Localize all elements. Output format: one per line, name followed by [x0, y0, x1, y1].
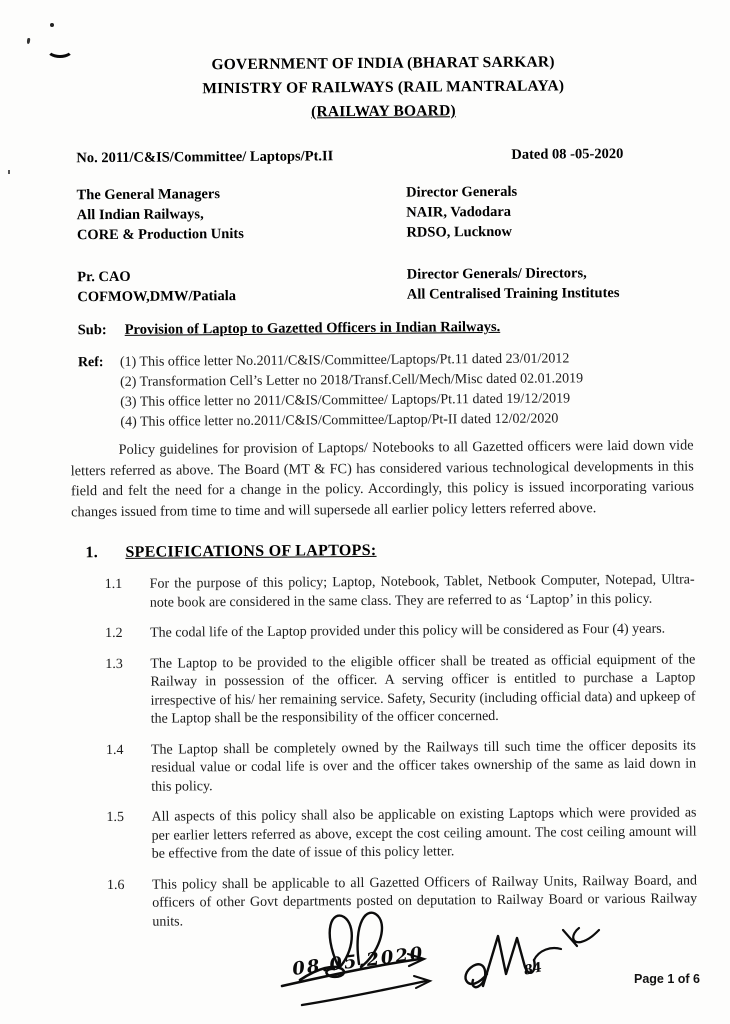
reference-item: (4) This office letter no.2011/C&IS/Committee/Laptop/Pt-II dated 12/02/2020 [120, 411, 559, 430]
reference-item: (3) This office letter no 2011/C&IS/Committee/ Laptops/Pt.11 dated 19/12/2019 [120, 391, 571, 410]
clause-1-4 [81, 737, 696, 797]
section-heading [79, 539, 694, 562]
letterhead-line2: MINISTRY OF RAILWAYS (RAIL MANTRALAYA) [202, 77, 565, 98]
clause-number: 1.5 [106, 809, 125, 826]
clause-text: This policy shall be applicable to all Gazetted Officers of Railway Units, Railway Board, and officers of other Govt departments posted on deputation to Railway Board or various Railway units. [151, 872, 698, 930]
section-title: SPECIFICATIONS OF LAPTOPS: [125, 541, 377, 561]
clause-1-1 [80, 571, 695, 613]
recipient-group [406, 180, 692, 242]
reference-item: (2) Transformation Cell’s Letter no 2018/Transf.Cell/Mech/Misc dated 02.01.2019 [120, 371, 584, 390]
letterhead [75, 49, 691, 126]
reference-item: (1) This office letter No.2011/C&IS/Committee/Laptops/Pt.11 dated 23/01/2012 [119, 351, 570, 370]
recipient-group [407, 262, 693, 304]
clause-text: The Laptop to be provided to the eligible officer shall be treated as official equipment of the Railway in possession of the officer. A serving officer is entitled to purchase a Laptop irrespective of his/ her remaining service. Safety, Security (including official data) and upkeep of the Laptop shall be the responsibility of the officer concerned. [150, 651, 696, 727]
references-block [78, 348, 694, 433]
subject-text: Provision of Laptop to Gazetted Officers in Indian Railways. [124, 318, 501, 338]
subject-row [78, 317, 693, 339]
recipient-group [77, 183, 385, 245]
clause-text: The codal life of the Laptop provided under this policy will be considered as Four (4) years. [149, 621, 666, 641]
subject-label: Sub: [77, 322, 107, 339]
clause-1-2 [80, 620, 695, 643]
clause-text: The Laptop shall be completely owned by the Railways till such time the officer deposits its residual value or codal life is over and the officer takes ownership of the same as laid down in this policy. [150, 737, 697, 795]
clause-text: All aspects of this policy shall also be applicable on existing Laptops which were provided as per earlier letters referred as above, except the cost ceiling amount. The cost ceiling amount will be effective from the date of issue of this policy letter. [151, 805, 697, 862]
letterhead-line3: (RAILWAY BOARD) [311, 102, 456, 121]
section-number: 1. [85, 544, 99, 562]
recipient-group [77, 265, 385, 307]
recipient-line: Pr. CAO [77, 268, 131, 286]
page-number: Page 1 of 6 [634, 972, 700, 986]
clause-number: 1.4 [105, 742, 124, 758]
recipient-line: RDSO, Lucknow [406, 223, 513, 241]
recipient-line: Director Generals [406, 183, 518, 201]
recipient-line: COFMOW,DMW/Patiala [77, 288, 237, 306]
recipient-line: All Indian Railways, [76, 206, 204, 224]
recipients-left-column [77, 183, 385, 307]
clause-number: 1.2 [104, 625, 123, 642]
recipient-line: All Centralised Training Institutes [406, 284, 620, 303]
recipient-line: The General Managers [76, 186, 221, 204]
recipients-right-column [384, 180, 692, 304]
intro-paragraph: Policy guidelines for provision of Laptops/ Notebooks to all Gazetted officers were laid down vide letters referred as above. The Board (MT & FC) has considered various technological developments in this field and felt the need for a change in the policy. Accordingly, this policy is issued incorporating various changes issued from time to time and will supersede all earlier policy letters referred above. [70, 437, 694, 520]
signature-handwritten-date: 08.05.2020 [291, 942, 426, 981]
clause-number: 1.6 [106, 877, 125, 893]
references-label: Ref: [77, 355, 104, 371]
clause-number: 1.1 [104, 576, 123, 593]
clause-text: For the purpose of this policy; Laptop, Notebook, Tablet, Netbook Computer, Notepad, Ultra-note book are considered in the same class. They are referred to as ‘Laptop’ in this policy. [149, 572, 695, 611]
file-number: No. 2011/C&IS/Committee/ Laptops/Pt.II [76, 148, 334, 167]
recipients-block [77, 180, 693, 307]
recipient-line: Director Generals/ Directors, [406, 265, 587, 283]
file-number-row [76, 145, 691, 167]
references-list [120, 349, 584, 433]
clause-1-5 [81, 804, 696, 864]
clause-number: 1.3 [105, 656, 123, 672]
recipient-line: NAIR, Vadodara [406, 203, 512, 221]
letter-date: Dated 08 -05-2020 [511, 145, 624, 163]
recipient-line: CORE & Production Units [76, 225, 244, 244]
letterhead-line1: GOVERNMENT OF INDIA (BHARAT SARKAR) [211, 53, 555, 74]
signature-handwritten-note: 84 [522, 960, 544, 979]
clauses-list [80, 571, 698, 932]
clause-1-3 [80, 651, 696, 730]
